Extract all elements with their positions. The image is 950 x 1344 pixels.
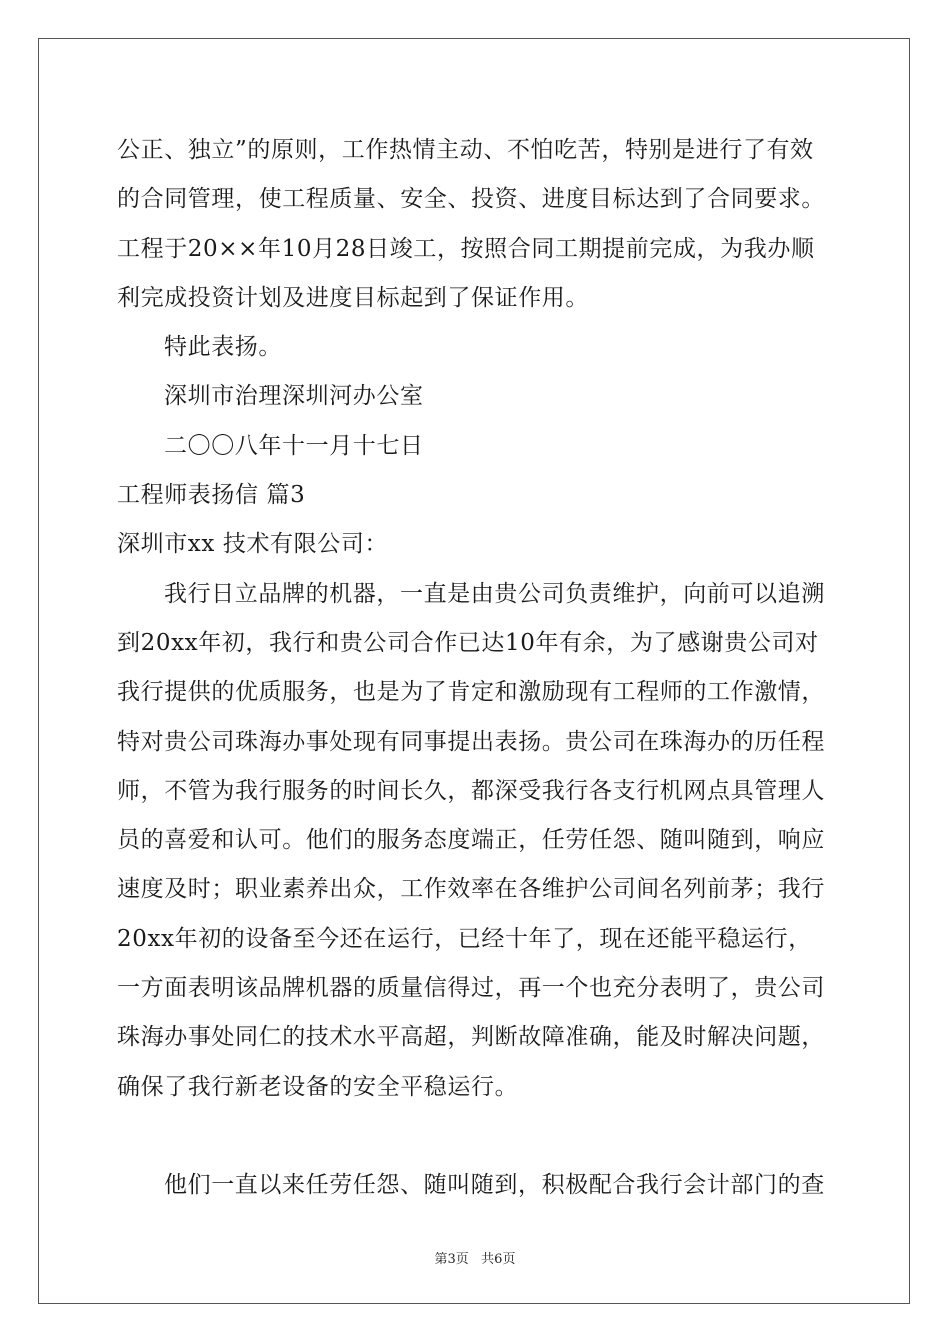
text-line: 深圳市治理深圳河办公室 [164,383,424,410]
text-line: 深圳市xx 技术有限公司： [117,531,389,558]
text-line: 确保了我行新老设备的安全平稳运行。 [117,1073,519,1100]
text-line: 到20xx年初，我行和贵公司合作已达10年有余，为了感谢贵公司对 [117,629,819,656]
text-line [117,1112,837,1161]
text-line: 特此表扬。 [164,334,282,361]
text-line: 我行提供的优质服务，也是为了肯定和激励现有工程师的工作激情， [117,679,825,706]
text-line: 二〇〇八年十一月十七日 [164,432,424,459]
text-line: 特对贵公司珠海办事处现有同事提出表扬。贵公司在珠海办的历任程 [117,728,825,755]
text-line: 他们一直以来任劳任怨、随叫随到，积极配合我行会计部门的查 [164,1172,825,1199]
document-body [117,126,837,1211]
text-line: 工程师表扬信 篇3 [117,482,306,509]
text-line: 利完成投资计划及进度目标起到了保证作用。 [117,284,589,311]
text-line: 的合同管理，使工程质量、安全、投资、进度目标达到了合同要求。 [117,186,825,213]
text-line: 20xx年初的设备至今还在运行，已经十年了，现在还能平稳运行， [117,925,812,952]
page-footer [0,1248,950,1267]
page-number: 第3页 共6页 [434,1252,516,1267]
text-line: 员的喜爱和认可。他们的服务态度端正，任劳任怨、随叫随到，响应 [117,827,825,854]
text-line: 一方面表明该品牌机器的质量信得过，再一个也充分表明了，贵公司 [117,975,825,1002]
text-line: 公正、独立”的原则，工作热情主动、不怕吃苦，特别是进行了有效 [117,137,814,163]
text-line: 工程于20××年10月28日竣工，按照合同工期提前完成，为我办顺 [117,235,815,262]
text-line: 珠海办事处同仁的技术水平高超，判断故障准确，能及时解决问题， [117,1024,825,1051]
text-line: 速度及时；职业素养出众，工作效率在各维护公司间名列前茅；我行 [117,876,825,903]
text-line: 我行日立品牌的机器，一直是由贵公司负责维护，向前可以追溯 [164,580,825,607]
text-line: 师，不管为我行服务的时间长久，都深受我行各支行机网点具管理人 [117,777,825,804]
